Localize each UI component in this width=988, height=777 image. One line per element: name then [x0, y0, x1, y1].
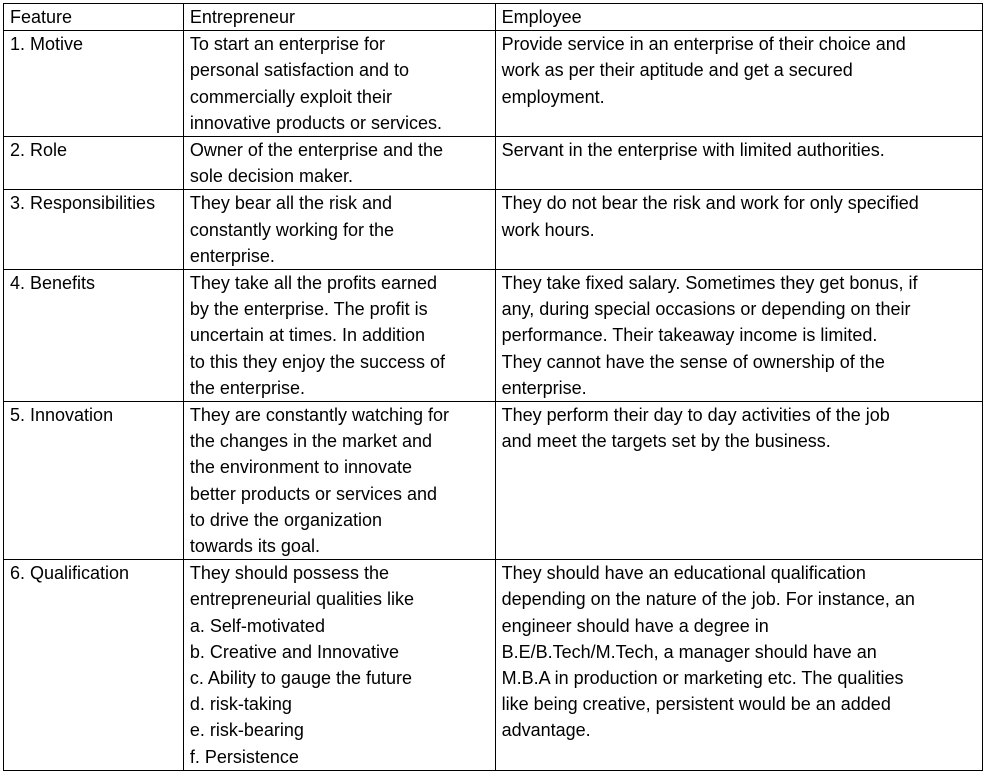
- employee-text-line: They take fixed salary. Sometimes they get bonus, if: [501, 273, 918, 294]
- feature-cell: 5. Innovation: [4, 402, 184, 560]
- entrepreneur-cell: [183, 402, 495, 560]
- entrepreneur-text-line: They take all the profits earned: [189, 273, 438, 294]
- entrepreneur-text-line: They are constantly watching for: [189, 405, 450, 426]
- entrepreneur-text-line: Owner of the enterprise and the: [189, 140, 444, 161]
- entrepreneur-text-line: uncertain at times. In addition: [189, 325, 426, 346]
- entrepreneur-text-line: to this they enjoy the success of: [189, 351, 446, 372]
- entrepreneur-cell: [183, 137, 495, 190]
- entrepreneur-text-line: innovative products or services.: [189, 112, 443, 133]
- entrepreneur-cell: [183, 190, 495, 270]
- feature-cell: 1. Motive: [4, 31, 184, 137]
- employee-text-line: B.E/B.Tech/M.Tech, a manager should have an: [501, 641, 877, 662]
- entrepreneur-text-line: constantly working for the: [189, 219, 394, 240]
- employee-text-line: M.B.A in production or marketing etc. The qualities: [501, 668, 904, 689]
- employee-text-line: They cannot have the sense of ownership of the: [501, 351, 885, 372]
- table-row: [4, 137, 983, 190]
- employee-text-line: employment.: [501, 86, 605, 107]
- table-row: [4, 560, 983, 771]
- entrepreneur-text-line: a. Self-motivated: [189, 615, 325, 636]
- entrepreneur-text-line: towards its goal.: [189, 536, 320, 557]
- employee-text-line: any, during special occasions or depending on their: [501, 299, 911, 320]
- entrepreneur-text-line: enterprise.: [189, 245, 275, 266]
- entrepreneur-text-line: They bear all the risk and: [189, 193, 392, 214]
- employee-text-line: Provide service in an enterprise of their choice and: [501, 34, 906, 55]
- feature-cell: 3. Responsibilities: [4, 190, 184, 270]
- entrepreneur-text-line: b. Creative and Innovative: [189, 641, 400, 662]
- entrepreneur-cell: [183, 31, 495, 137]
- entrepreneur-text-line: the changes in the market and: [189, 431, 433, 452]
- employee-text-line: work as per their aptitude and get a secured: [501, 60, 853, 81]
- entrepreneur-text-line: to drive the organization: [189, 509, 383, 530]
- employee-text-line: advantage.: [501, 720, 591, 741]
- table-row: [4, 402, 983, 560]
- employee-cell: [495, 31, 982, 137]
- employee-text-line: performance. Their takeaway income is limited.: [501, 325, 878, 346]
- entrepreneur-text-line: by the enterprise. The profit is: [189, 299, 428, 320]
- employee-cell: [495, 560, 982, 771]
- feature-cell: 6. Qualification: [4, 560, 184, 771]
- employee-text-line: They do not bear the risk and work for only specified: [501, 193, 919, 214]
- employee-text-line: Servant in the enterprise with limited authorities.: [501, 140, 885, 161]
- entrepreneur-text-line: sole decision maker.: [189, 166, 353, 187]
- entrepreneur-text-line: e. risk-bearing: [189, 720, 304, 741]
- entrepreneur-cell: [183, 560, 495, 771]
- header-row: [4, 4, 983, 31]
- employee-text-line: They should have an educational qualification: [501, 563, 866, 584]
- header-employee: Employee: [495, 4, 982, 31]
- employee-text-line: work hours.: [501, 219, 595, 240]
- entrepreneur-text-line: To start an enterprise for: [189, 34, 385, 55]
- header-feature: Feature: [4, 4, 184, 31]
- entrepreneur-text-line: f. Persistence: [189, 746, 299, 767]
- entrepreneur-text-line: better products or services and: [189, 483, 438, 504]
- feature-cell: 2. Role: [4, 137, 184, 190]
- entrepreneur-text-line: d. risk-taking: [189, 694, 292, 715]
- employee-text-line: depending on the nature of the job. For instance, an: [501, 589, 915, 610]
- employee-cell: [495, 402, 982, 560]
- entrepreneur-text-line: commercially exploit their: [189, 86, 392, 107]
- entrepreneur-cell: [183, 270, 495, 402]
- entrepreneur-text-line: entrepreneurial qualities like: [189, 589, 415, 610]
- header-entrepreneur: Entrepreneur: [183, 4, 495, 31]
- employee-text-line: and meet the targets set by the business.: [501, 431, 831, 452]
- entrepreneur-text-line: c. Ability to gauge the future: [189, 668, 413, 689]
- employee-cell: [495, 270, 982, 402]
- employee-cell: [495, 190, 982, 270]
- entrepreneur-text-line: They should possess the: [189, 563, 390, 584]
- entrepreneur-text-line: the enterprise.: [189, 377, 305, 398]
- comparison-table: [3, 3, 983, 771]
- employee-text-line: like being creative, persistent would be an added: [501, 694, 891, 715]
- employee-text-line: They perform their day to day activities of the job: [501, 405, 890, 426]
- table-row: [4, 190, 983, 270]
- entrepreneur-text-line: personal satisfaction and to: [189, 60, 410, 81]
- table-row: [4, 31, 983, 137]
- entrepreneur-text-line: the environment to innovate: [189, 457, 413, 478]
- employee-cell: [495, 137, 982, 190]
- table-row: [4, 270, 983, 402]
- table-body: [4, 31, 983, 771]
- employee-text-line: enterprise.: [501, 377, 587, 398]
- feature-cell: 4. Benefits: [4, 270, 184, 402]
- employee-text-line: engineer should have a degree in: [501, 615, 769, 636]
